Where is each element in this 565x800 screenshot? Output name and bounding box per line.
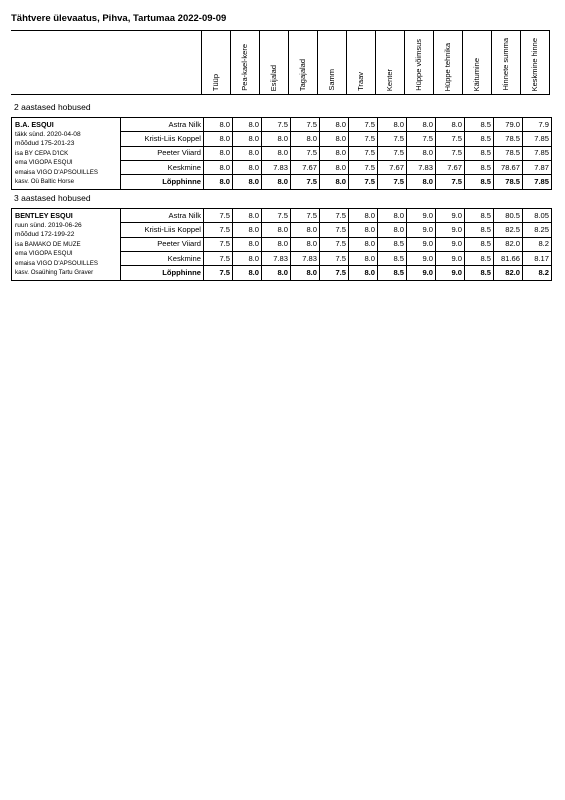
score-cell: 9.0 [407,223,436,237]
score-cell: 7.5 [320,223,349,237]
column-header-label: Pea-kael-kere [240,44,249,91]
score-cell: 9.0 [436,223,465,237]
score-cell: 8.0 [204,175,233,189]
judge-name: Astra Nilk [121,209,204,223]
column-header-label: Samm [327,69,336,91]
score-cell: 8.5 [465,266,494,280]
judge-row [12,209,552,223]
score-cell: 7.5 [204,237,233,251]
score-cell: 8.5 [378,237,407,251]
score-cell: 7.83 [291,251,320,265]
horse-info-cell [12,209,121,281]
score-cell: 9.0 [436,237,465,251]
score-cell: 8.2 [523,237,552,251]
score-cell: 8.5 [465,175,494,189]
column-header [521,31,550,95]
score-cell: 8.0 [320,160,349,174]
score-cell: 8.5 [465,160,494,174]
score-cell: 8.0 [262,175,291,189]
score-cell: 7.5 [291,209,320,223]
score-cell: 8.5 [465,223,494,237]
score-cell: 8.0 [233,209,262,223]
horse-detail-line: kasv. Oü Baltic Horse [15,178,75,185]
horse-detail-line: ema VIGOPA ESQUI [15,159,73,166]
horse-name: B.A. ESQUI [15,120,54,129]
score-cell: 8.0 [291,237,320,251]
page-title: Tähtvere ülevaatus, Pihva, Tartumaa 2022-09-09 [11,13,227,24]
score-cell: 8.0 [407,146,436,160]
score-cell: 8.0 [204,132,233,146]
horse-results-table [11,117,552,190]
score-cell: 82.0 [494,237,523,251]
column-header-label: Tagajalad [298,58,307,91]
judge-name: Keskmine [121,251,204,265]
score-cell: 79.0 [494,118,523,132]
score-cell: 8.0 [233,251,262,265]
column-header [202,31,231,95]
horse-detail-line: mõõdud 172-199-22 [15,231,75,238]
score-cell: 8.0 [349,209,378,223]
score-cell: 7.83 [262,160,291,174]
judge-name: Peeter Viiard [121,237,204,251]
section-heading: 3 aastased hobused [14,193,91,203]
score-cell: 7.5 [378,175,407,189]
header-spacer [11,31,202,95]
column-header [463,31,492,95]
score-cell: 78.5 [494,175,523,189]
column-header-label: Traav [356,72,365,91]
horse-detail-line: ruun sünd. 2019-06-26 [15,221,82,229]
score-cell: 82.0 [494,266,523,280]
score-cell: 7.5 [204,251,233,265]
score-cell: 7.5 [320,237,349,251]
score-cell: 7.5 [378,146,407,160]
score-cell: 8.0 [378,223,407,237]
column-header [231,31,260,95]
score-cell: 8.0 [233,237,262,251]
column-header-label: Keskmine hinne [530,37,539,91]
score-cell: 78.67 [494,160,523,174]
column-header [405,31,434,95]
score-cell: 8.0 [204,160,233,174]
horse-detail-line: isa BY CEPA D'ICK [15,149,69,157]
section-heading: 2 aastased hobused [14,102,91,112]
score-cell: 78.5 [494,132,523,146]
score-cell: 7.67 [291,160,320,174]
score-cell: 8.0 [233,160,262,174]
score-cell: 9.0 [436,266,465,280]
column-header-row [11,30,550,95]
score-cell: 8.0 [349,223,378,237]
final-label: Lõpphinne [121,266,204,280]
score-cell: 8.0 [262,237,291,251]
horse-detail-line: isa BAMAKO DE MUZE [15,240,81,248]
score-cell: 8.0 [233,118,262,132]
horse-detail-line: mõõdud 175-201-23 [15,140,75,147]
score-cell: 8.0 [320,118,349,132]
score-cell: 9.0 [407,209,436,223]
column-header [492,31,521,95]
score-cell: 7.5 [320,266,349,280]
score-cell: 7.87 [523,160,552,174]
score-cell: 8.5 [465,132,494,146]
score-cell: 8.0 [262,132,291,146]
score-cell: 7.67 [378,160,407,174]
score-cell: 8.0 [262,146,291,160]
horse-detail-line: kasv. Osaühing Tartu Graver [15,269,94,276]
horse-results-table [11,208,552,281]
score-cell: 8.0 [233,266,262,280]
score-cell: 7.5 [204,209,233,223]
score-cell: 7.5 [436,132,465,146]
score-cell: 8.25 [523,223,552,237]
score-cell: 8.05 [523,209,552,223]
score-cell: 78.5 [494,146,523,160]
score-cell: 8.0 [407,118,436,132]
score-cell: 7.5 [436,146,465,160]
score-cell: 8.0 [378,118,407,132]
column-header-label: Tüüp [211,73,220,91]
judge-name: Peeter Viiard [121,146,204,160]
judge-name: Keskmine [121,160,204,174]
score-cell: 7.5 [349,175,378,189]
score-cell: 7.5 [407,132,436,146]
score-cell: 8.0 [291,132,320,146]
score-cell: 7.9 [523,118,552,132]
score-cell: 7.67 [436,160,465,174]
score-cell: 8.0 [233,175,262,189]
score-cell: 8.5 [465,251,494,265]
score-cell: 7.5 [320,251,349,265]
score-cell: 8.0 [262,223,291,237]
score-cell: 9.0 [407,237,436,251]
judge-row [12,118,552,132]
score-cell: 8.0 [349,237,378,251]
score-cell: 7.5 [204,266,233,280]
score-cell: 7.5 [291,146,320,160]
score-cell: 82.5 [494,223,523,237]
score-cell: 8.5 [465,209,494,223]
score-cell: 8.5 [465,237,494,251]
column-header-label: Hüppe võimsus [414,39,423,91]
score-cell: 8.0 [320,175,349,189]
score-cell: 7.5 [262,209,291,223]
score-cell: 80.5 [494,209,523,223]
score-cell: 9.0 [436,251,465,265]
column-header [260,31,289,95]
score-cell: 9.0 [407,251,436,265]
score-cell: 7.5 [349,160,378,174]
column-header-label: Hinnete summa [501,38,510,91]
score-cell: 9.0 [436,209,465,223]
score-cell: 7.5 [349,132,378,146]
column-header-label: Esijalad [269,64,278,91]
column-header [376,31,405,95]
horse-info-cell [12,118,121,190]
score-cell: 8.17 [523,251,552,265]
score-cell: 8.5 [378,251,407,265]
score-cell: 8.0 [349,251,378,265]
score-cell: 8.0 [436,118,465,132]
horse-detail-line: ema VIGOPA ESQUI [15,250,73,257]
score-cell: 8.5 [465,146,494,160]
score-cell: 8.0 [204,118,233,132]
judge-name: Kristi-Liis Koppel [121,223,204,237]
column-header-label: Kenter [385,68,394,91]
score-cell: 8.0 [349,266,378,280]
column-header-label: Käitumine [472,57,481,91]
score-cell: 7.5 [436,175,465,189]
score-cell: 8.0 [233,132,262,146]
column-header [347,31,376,95]
score-cell: 8.5 [378,266,407,280]
score-cell: 8.0 [378,209,407,223]
score-cell: 7.5 [320,209,349,223]
judge-name: Astra Nilk [121,118,204,132]
judge-name: Kristi-Liis Koppel [121,132,204,146]
column-header-label: Hüppe tehnika [443,42,452,91]
score-cell: 8.0 [291,266,320,280]
horse-detail-line: emaisa VIGO D'APSOUILLES [15,259,99,267]
score-cell: 81.66 [494,251,523,265]
score-cell: 8.2 [523,266,552,280]
score-cell: 8.5 [465,118,494,132]
score-cell: 8.0 [320,132,349,146]
score-cell: 7.85 [523,146,552,160]
column-header [434,31,463,95]
score-cell: 8.0 [407,175,436,189]
score-cell: 8.0 [233,223,262,237]
score-cell: 7.5 [349,118,378,132]
horse-detail-line: emaisa VIGO D'APSOUILLES [15,168,99,176]
score-cell: 7.5 [204,223,233,237]
score-cell: 7.85 [523,132,552,146]
score-cell: 8.0 [233,146,262,160]
column-header [318,31,347,95]
score-cell: 7.5 [291,118,320,132]
score-cell: 7.5 [262,118,291,132]
score-cell: 7.83 [407,160,436,174]
final-label: Lõpphinne [121,175,204,189]
horse-name: BENTLEY ESQUI [15,211,73,220]
score-cell: 8.0 [320,146,349,160]
horse-detail-line: täkk sünd. 2020-04-08 [15,130,81,138]
score-cell: 7.83 [262,251,291,265]
score-cell: 8.0 [291,223,320,237]
score-cell: 8.0 [262,266,291,280]
score-cell: 8.0 [204,146,233,160]
score-cell: 7.5 [378,132,407,146]
score-cell: 7.5 [349,146,378,160]
score-cell: 7.85 [523,175,552,189]
score-cell: 9.0 [407,266,436,280]
column-header [289,31,318,95]
score-cell: 7.5 [291,175,320,189]
